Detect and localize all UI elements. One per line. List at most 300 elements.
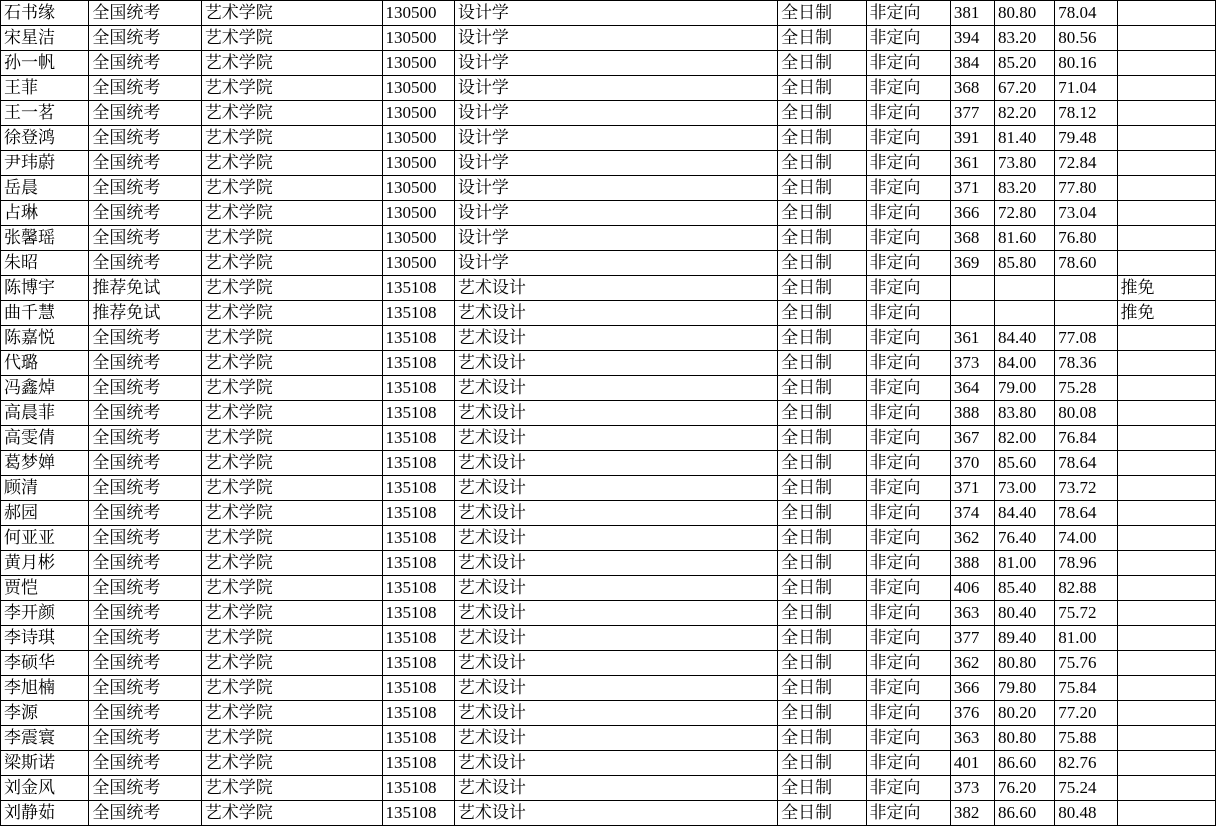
- cell-name: 曲千慧: [1, 301, 89, 326]
- cell-score1: 76.40: [995, 526, 1055, 551]
- cell-name: 顾清: [1, 476, 89, 501]
- cell-score1: 82.20: [995, 101, 1055, 126]
- cell-college: 艺术学院: [201, 551, 382, 576]
- cell-score2: 82.88: [1055, 576, 1117, 601]
- cell-college: 艺术学院: [201, 776, 382, 801]
- cell-major-name: 设计学: [454, 101, 777, 126]
- cell-major-name: 艺术设计: [454, 701, 777, 726]
- cell-major-code: 130500: [382, 226, 454, 251]
- cell-exam-type: 全国统考: [89, 251, 201, 276]
- cell-total-score: 388: [950, 551, 994, 576]
- cell-college: 艺术学院: [201, 526, 382, 551]
- cell-major-name: 艺术设计: [454, 426, 777, 451]
- table-row: [1, 1, 1216, 26]
- cell-employment-type: 非定向: [866, 51, 950, 76]
- cell-name: 黄月彬: [1, 551, 89, 576]
- cell-major-code: 135108: [382, 651, 454, 676]
- cell-score2: 78.36: [1055, 351, 1117, 376]
- cell-employment-type: 非定向: [866, 526, 950, 551]
- cell-study-mode: 全日制: [778, 176, 866, 201]
- cell-major-code: 130500: [382, 51, 454, 76]
- cell-college: 艺术学院: [201, 476, 382, 501]
- cell-score2: 81.00: [1055, 626, 1117, 651]
- cell-total-score: 406: [950, 576, 994, 601]
- cell-exam-type: 全国统考: [89, 476, 201, 501]
- cell-name: 李旭楠: [1, 676, 89, 701]
- cell-major-code: 135108: [382, 526, 454, 551]
- cell-major-name: 艺术设计: [454, 301, 777, 326]
- cell-remark: [1117, 626, 1215, 651]
- cell-remark: [1117, 776, 1215, 801]
- cell-employment-type: 非定向: [866, 476, 950, 501]
- cell-exam-type: 全国统考: [89, 351, 201, 376]
- cell-employment-type: 非定向: [866, 601, 950, 626]
- cell-employment-type: 非定向: [866, 576, 950, 601]
- cell-study-mode: 全日制: [778, 551, 866, 576]
- cell-major-code: 135108: [382, 376, 454, 401]
- cell-major-code: 135108: [382, 601, 454, 626]
- cell-college: 艺术学院: [201, 626, 382, 651]
- cell-exam-type: 全国统考: [89, 776, 201, 801]
- cell-name: 孙一帆: [1, 51, 89, 76]
- cell-major-name: 艺术设计: [454, 501, 777, 526]
- cell-exam-type: 全国统考: [89, 551, 201, 576]
- cell-study-mode: 全日制: [778, 701, 866, 726]
- cell-total-score: 369: [950, 251, 994, 276]
- cell-employment-type: 非定向: [866, 751, 950, 776]
- cell-name: 梁斯诺: [1, 751, 89, 776]
- cell-remark: [1117, 676, 1215, 701]
- cell-employment-type: 非定向: [866, 201, 950, 226]
- cell-major-code: 135108: [382, 451, 454, 476]
- cell-major-name: 设计学: [454, 226, 777, 251]
- cell-score1: [995, 301, 1055, 326]
- cell-study-mode: 全日制: [778, 451, 866, 476]
- cell-total-score: 382: [950, 801, 994, 826]
- cell-college: 艺术学院: [201, 101, 382, 126]
- cell-remark: [1117, 751, 1215, 776]
- cell-score1: 83.20: [995, 26, 1055, 51]
- cell-score1: 82.00: [995, 426, 1055, 451]
- cell-score1: 83.80: [995, 401, 1055, 426]
- cell-score1: 67.20: [995, 76, 1055, 101]
- table-row: [1, 101, 1216, 126]
- cell-name: 代璐: [1, 351, 89, 376]
- cell-score2: 75.84: [1055, 676, 1117, 701]
- cell-score1: 85.60: [995, 451, 1055, 476]
- cell-exam-type: 全国统考: [89, 101, 201, 126]
- cell-total-score: 371: [950, 176, 994, 201]
- cell-college: 艺术学院: [201, 126, 382, 151]
- cell-score2: 80.08: [1055, 401, 1117, 426]
- cell-remark: [1117, 376, 1215, 401]
- cell-name: 王一茗: [1, 101, 89, 126]
- cell-college: 艺术学院: [201, 26, 382, 51]
- cell-major-name: 艺术设计: [454, 751, 777, 776]
- cell-name: 李开颜: [1, 601, 89, 626]
- cell-major-name: 设计学: [454, 26, 777, 51]
- cell-name: 高晨菲: [1, 401, 89, 426]
- cell-score1: 73.80: [995, 151, 1055, 176]
- cell-name: 占琳: [1, 201, 89, 226]
- cell-remark: [1117, 76, 1215, 101]
- cell-employment-type: 非定向: [866, 551, 950, 576]
- cell-employment-type: 非定向: [866, 326, 950, 351]
- cell-remark: 推免: [1117, 301, 1215, 326]
- cell-total-score: 366: [950, 676, 994, 701]
- cell-exam-type: 全国统考: [89, 626, 201, 651]
- cell-score2: 76.84: [1055, 426, 1117, 451]
- table-row: [1, 726, 1216, 751]
- cell-remark: [1117, 651, 1215, 676]
- cell-score1: 73.00: [995, 476, 1055, 501]
- cell-total-score: [950, 276, 994, 301]
- cell-score1: 85.40: [995, 576, 1055, 601]
- table-row: [1, 651, 1216, 676]
- cell-exam-type: 全国统考: [89, 326, 201, 351]
- cell-remark: [1117, 351, 1215, 376]
- cell-score1: 89.40: [995, 626, 1055, 651]
- cell-exam-type: 推荐免试: [89, 301, 201, 326]
- cell-name: 朱昭: [1, 251, 89, 276]
- cell-remark: [1117, 451, 1215, 476]
- cell-exam-type: 全国统考: [89, 76, 201, 101]
- cell-total-score: 376: [950, 701, 994, 726]
- cell-name: 宋星洁: [1, 26, 89, 51]
- cell-major-name: 设计学: [454, 126, 777, 151]
- table-row: [1, 801, 1216, 826]
- cell-score1: 86.60: [995, 801, 1055, 826]
- cell-remark: [1117, 226, 1215, 251]
- cell-employment-type: 非定向: [866, 251, 950, 276]
- cell-major-name: 艺术设计: [454, 676, 777, 701]
- cell-score1: [995, 276, 1055, 301]
- cell-score2: 77.08: [1055, 326, 1117, 351]
- cell-major-code: 135108: [382, 801, 454, 826]
- cell-score1: 80.80: [995, 1, 1055, 26]
- cell-name: 何亚亚: [1, 526, 89, 551]
- cell-total-score: 366: [950, 201, 994, 226]
- cell-exam-type: 全国统考: [89, 601, 201, 626]
- cell-score2: 75.88: [1055, 726, 1117, 751]
- cell-study-mode: 全日制: [778, 201, 866, 226]
- cell-major-code: 135108: [382, 501, 454, 526]
- cell-exam-type: 全国统考: [89, 726, 201, 751]
- table-row: [1, 526, 1216, 551]
- table-row: [1, 351, 1216, 376]
- cell-major-code: 130500: [382, 76, 454, 101]
- table-row: [1, 251, 1216, 276]
- cell-major-code: 135108: [382, 676, 454, 701]
- cell-name: 葛梦婵: [1, 451, 89, 476]
- cell-college: 艺术学院: [201, 751, 382, 776]
- cell-name: 李源: [1, 701, 89, 726]
- cell-employment-type: 非定向: [866, 776, 950, 801]
- cell-major-code: 135108: [382, 726, 454, 751]
- cell-employment-type: 非定向: [866, 151, 950, 176]
- cell-score2: 80.48: [1055, 801, 1117, 826]
- cell-remark: [1117, 51, 1215, 76]
- cell-remark: [1117, 476, 1215, 501]
- cell-exam-type: 全国统考: [89, 451, 201, 476]
- table-row: [1, 426, 1216, 451]
- cell-employment-type: 非定向: [866, 351, 950, 376]
- cell-study-mode: 全日制: [778, 651, 866, 676]
- cell-college: 艺术学院: [201, 76, 382, 101]
- cell-college: 艺术学院: [201, 176, 382, 201]
- cell-major-name: 艺术设计: [454, 476, 777, 501]
- cell-major-name: 艺术设计: [454, 726, 777, 751]
- cell-score2: 80.16: [1055, 51, 1117, 76]
- cell-remark: [1117, 326, 1215, 351]
- cell-score2: 75.24: [1055, 776, 1117, 801]
- cell-score1: 81.40: [995, 126, 1055, 151]
- cell-score1: 84.40: [995, 326, 1055, 351]
- cell-major-code: 130500: [382, 26, 454, 51]
- cell-remark: [1117, 526, 1215, 551]
- cell-study-mode: 全日制: [778, 351, 866, 376]
- cell-total-score: 368: [950, 226, 994, 251]
- cell-study-mode: 全日制: [778, 726, 866, 751]
- cell-remark: [1117, 401, 1215, 426]
- cell-employment-type: 非定向: [866, 1, 950, 26]
- cell-score2: 79.48: [1055, 126, 1117, 151]
- cell-score2: 78.12: [1055, 101, 1117, 126]
- cell-employment-type: 非定向: [866, 226, 950, 251]
- cell-college: 艺术学院: [201, 226, 382, 251]
- cell-college: 艺术学院: [201, 251, 382, 276]
- cell-total-score: 394: [950, 26, 994, 51]
- cell-employment-type: 非定向: [866, 501, 950, 526]
- cell-major-code: 130500: [382, 1, 454, 26]
- cell-major-code: 135108: [382, 276, 454, 301]
- table-row: [1, 751, 1216, 776]
- cell-college: 艺术学院: [201, 326, 382, 351]
- cell-major-code: 135108: [382, 776, 454, 801]
- cell-study-mode: 全日制: [778, 526, 866, 551]
- cell-total-score: 374: [950, 501, 994, 526]
- cell-study-mode: 全日制: [778, 426, 866, 451]
- cell-major-name: 设计学: [454, 176, 777, 201]
- cell-remark: [1117, 101, 1215, 126]
- cell-score1: 72.80: [995, 201, 1055, 226]
- cell-employment-type: 非定向: [866, 451, 950, 476]
- cell-study-mode: 全日制: [778, 126, 866, 151]
- cell-remark: [1117, 426, 1215, 451]
- cell-total-score: 373: [950, 351, 994, 376]
- cell-remark: [1117, 701, 1215, 726]
- cell-major-name: 艺术设计: [454, 576, 777, 601]
- cell-college: 艺术学院: [201, 501, 382, 526]
- cell-total-score: 368: [950, 76, 994, 101]
- cell-major-name: 艺术设计: [454, 451, 777, 476]
- cell-college: 艺术学院: [201, 201, 382, 226]
- cell-score2: 77.20: [1055, 701, 1117, 726]
- table-row: [1, 451, 1216, 476]
- cell-major-name: 艺术设计: [454, 326, 777, 351]
- cell-score1: 84.40: [995, 501, 1055, 526]
- cell-remark: [1117, 551, 1215, 576]
- table-row: [1, 326, 1216, 351]
- cell-exam-type: 全国统考: [89, 676, 201, 701]
- cell-employment-type: 非定向: [866, 626, 950, 651]
- cell-exam-type: 全国统考: [89, 1, 201, 26]
- cell-total-score: 391: [950, 126, 994, 151]
- cell-name: 冯鑫焯: [1, 376, 89, 401]
- cell-name: 陈嘉悦: [1, 326, 89, 351]
- cell-study-mode: 全日制: [778, 151, 866, 176]
- table-row: [1, 301, 1216, 326]
- cell-major-code: 135108: [382, 426, 454, 451]
- table-row: [1, 676, 1216, 701]
- cell-remark: [1117, 501, 1215, 526]
- cell-score1: 83.20: [995, 176, 1055, 201]
- cell-exam-type: 全国统考: [89, 426, 201, 451]
- table-row: [1, 501, 1216, 526]
- cell-major-name: 设计学: [454, 151, 777, 176]
- cell-employment-type: 非定向: [866, 651, 950, 676]
- cell-major-name: 设计学: [454, 201, 777, 226]
- cell-college: 艺术学院: [201, 426, 382, 451]
- cell-college: 艺术学院: [201, 676, 382, 701]
- cell-total-score: 377: [950, 626, 994, 651]
- cell-exam-type: 全国统考: [89, 26, 201, 51]
- cell-college: 艺术学院: [201, 451, 382, 476]
- cell-name: 张馨瑶: [1, 226, 89, 251]
- cell-college: 艺术学院: [201, 401, 382, 426]
- cell-college: 艺术学院: [201, 576, 382, 601]
- cell-major-name: 艺术设计: [454, 601, 777, 626]
- cell-major-code: 130500: [382, 176, 454, 201]
- cell-score1: 85.20: [995, 51, 1055, 76]
- cell-exam-type: 推荐免试: [89, 276, 201, 301]
- table-row: [1, 701, 1216, 726]
- cell-college: 艺术学院: [201, 601, 382, 626]
- cell-name: 贾恺: [1, 576, 89, 601]
- cell-score2: 75.76: [1055, 651, 1117, 676]
- cell-major-name: 设计学: [454, 51, 777, 76]
- table-row: [1, 51, 1216, 76]
- cell-employment-type: 非定向: [866, 376, 950, 401]
- cell-score1: 81.00: [995, 551, 1055, 576]
- cell-exam-type: 全国统考: [89, 126, 201, 151]
- cell-study-mode: 全日制: [778, 601, 866, 626]
- cell-score1: 79.00: [995, 376, 1055, 401]
- cell-major-name: 艺术设计: [454, 401, 777, 426]
- cell-study-mode: 全日制: [778, 576, 866, 601]
- cell-score2: 73.72: [1055, 476, 1117, 501]
- cell-name: 刘静茹: [1, 801, 89, 826]
- cell-name: 陈博宇: [1, 276, 89, 301]
- cell-study-mode: 全日制: [778, 501, 866, 526]
- cell-remark: [1117, 126, 1215, 151]
- cell-employment-type: 非定向: [866, 176, 950, 201]
- cell-exam-type: 全国统考: [89, 751, 201, 776]
- table-row: [1, 776, 1216, 801]
- cell-score2: [1055, 276, 1117, 301]
- cell-college: 艺术学院: [201, 801, 382, 826]
- cell-remark: [1117, 26, 1215, 51]
- cell-major-name: 艺术设计: [454, 551, 777, 576]
- cell-study-mode: 全日制: [778, 76, 866, 101]
- cell-remark: [1117, 801, 1215, 826]
- cell-remark: [1117, 1, 1215, 26]
- cell-study-mode: 全日制: [778, 101, 866, 126]
- table-row: [1, 401, 1216, 426]
- cell-employment-type: 非定向: [866, 301, 950, 326]
- cell-total-score: 377: [950, 101, 994, 126]
- cell-remark: [1117, 601, 1215, 626]
- cell-major-code: 135108: [382, 301, 454, 326]
- cell-name: 尹玮蔚: [1, 151, 89, 176]
- cell-employment-type: 非定向: [866, 801, 950, 826]
- cell-score2: 78.04: [1055, 1, 1117, 26]
- cell-major-code: 135108: [382, 326, 454, 351]
- cell-score2: 71.04: [1055, 76, 1117, 101]
- cell-total-score: 401: [950, 751, 994, 776]
- cell-score2: 75.28: [1055, 376, 1117, 401]
- cell-major-name: 艺术设计: [454, 376, 777, 401]
- cell-college: 艺术学院: [201, 376, 382, 401]
- cell-study-mode: 全日制: [778, 476, 866, 501]
- cell-employment-type: 非定向: [866, 26, 950, 51]
- cell-employment-type: 非定向: [866, 101, 950, 126]
- cell-total-score: 371: [950, 476, 994, 501]
- cell-study-mode: 全日制: [778, 801, 866, 826]
- cell-exam-type: 全国统考: [89, 376, 201, 401]
- cell-remark: [1117, 251, 1215, 276]
- cell-exam-type: 全国统考: [89, 51, 201, 76]
- cell-study-mode: 全日制: [778, 401, 866, 426]
- table-row: [1, 226, 1216, 251]
- cell-score1: 76.20: [995, 776, 1055, 801]
- cell-exam-type: 全国统考: [89, 176, 201, 201]
- cell-score2: 76.80: [1055, 226, 1117, 251]
- cell-remark: 推免: [1117, 276, 1215, 301]
- cell-study-mode: 全日制: [778, 1, 866, 26]
- cell-exam-type: 全国统考: [89, 576, 201, 601]
- cell-major-name: 设计学: [454, 1, 777, 26]
- cell-score1: 80.20: [995, 701, 1055, 726]
- cell-employment-type: 非定向: [866, 126, 950, 151]
- cell-score1: 80.80: [995, 651, 1055, 676]
- cell-college: 艺术学院: [201, 701, 382, 726]
- cell-major-name: 设计学: [454, 251, 777, 276]
- cell-study-mode: 全日制: [778, 226, 866, 251]
- table-row: [1, 376, 1216, 401]
- cell-score1: 84.00: [995, 351, 1055, 376]
- cell-name: 李诗琪: [1, 626, 89, 651]
- cell-major-code: 130500: [382, 251, 454, 276]
- cell-score2: 77.80: [1055, 176, 1117, 201]
- cell-study-mode: 全日制: [778, 676, 866, 701]
- cell-total-score: 361: [950, 151, 994, 176]
- cell-score2: 75.72: [1055, 601, 1117, 626]
- cell-score1: 79.80: [995, 676, 1055, 701]
- table-row: [1, 126, 1216, 151]
- table-row: [1, 551, 1216, 576]
- cell-employment-type: 非定向: [866, 401, 950, 426]
- cell-major-code: 135108: [382, 701, 454, 726]
- cell-study-mode: 全日制: [778, 251, 866, 276]
- cell-major-code: 135108: [382, 551, 454, 576]
- cell-major-code: 135108: [382, 401, 454, 426]
- table-row: [1, 26, 1216, 51]
- cell-score1: 80.40: [995, 601, 1055, 626]
- cell-study-mode: 全日制: [778, 51, 866, 76]
- cell-name: 李硕华: [1, 651, 89, 676]
- cell-score1: 80.80: [995, 726, 1055, 751]
